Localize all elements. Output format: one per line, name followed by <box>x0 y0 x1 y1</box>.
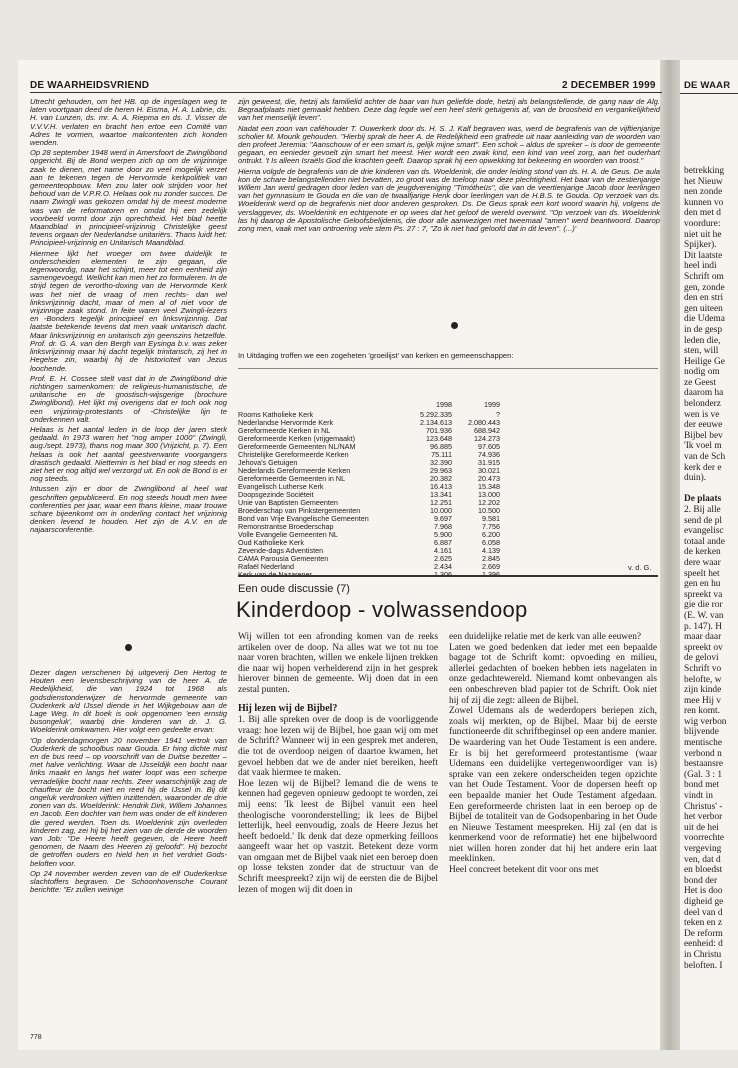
running-header-date: 2 DECEMBER 1999 <box>562 80 656 91</box>
next-page-line: De plaats <box>684 494 722 505</box>
next-page-line: spreekt va <box>684 589 723 600</box>
members-1998: 2.625 <box>434 554 452 563</box>
next-page-line: ven, dat d <box>684 854 721 865</box>
article-column-1 <box>238 632 438 1032</box>
members-1999: 7.756 <box>482 522 500 531</box>
church-name: Nederlands Gereformeerde Kerken <box>238 466 351 475</box>
article-paragraph: 1. Bij alle spreken over de doop is de voorliggende vraag: hoe lezen wij de Bijbel, hoe gaan wij om met de Schrift? Wanneer wij in een gesprek met anderen, die tot de overdoop neigen of daartoe kwamen, het gevoel hebben dat we de ander niet bereiken, heeft dat vaak hiermee te maken. <box>238 715 438 779</box>
church-name: Bond van Vrije Evangelische Gemeenten <box>238 514 369 523</box>
church-name: CAMA Parousia Gemeenten <box>238 554 329 563</box>
left-column-bottom <box>30 669 227 1029</box>
next-page-line: den en stri <box>684 293 724 304</box>
next-page-line <box>684 484 738 495</box>
church-name: Oud Katholieke Kerk <box>238 538 304 547</box>
next-page-line: betrekking <box>684 166 725 176</box>
members-1999: 4.139 <box>482 546 500 555</box>
members-1998: 32.390 <box>430 458 452 467</box>
next-page-line: zijn kinde <box>684 685 722 696</box>
next-page-line: blijvende <box>684 727 719 738</box>
next-page-text <box>684 166 738 971</box>
members-1999: 20.473 <box>478 474 500 483</box>
next-page-line: (E. W. van <box>684 610 724 621</box>
table-intro-text: In Uitdaging troffen we een zogeheten 'groeilijst' van kerken en gemeenschappen: <box>238 351 514 360</box>
article-intro: Wij willen tot een afronding komen van de reeks artikelen over de doop. Na alles wat we tot nu toe naar voren brachten, willen we enkele lijnen trekken die naar wij hopen verhelderend zijn in het gesprek hierover binnen de gemeente. Wij doen dat in een zestal punten. <box>238 632 438 695</box>
next-page-line: bond der <box>684 875 718 886</box>
next-page-line: bestaansre <box>684 759 724 770</box>
next-page-line: mee Hij v <box>684 695 721 706</box>
next-page-header: DE WAAR <box>684 80 731 91</box>
next-page-line: beloften. I <box>684 960 723 971</box>
next-page-line: het Nieuw <box>684 176 723 187</box>
members-1998: 701.936 <box>426 426 452 435</box>
signature: v. d. G. <box>628 563 652 572</box>
article-heading: Hij lezen wij de Bijbel? <box>238 702 338 714</box>
members-1998: 75.111 <box>431 450 452 459</box>
members-1998: 96.885 <box>430 442 452 451</box>
members-1998: 4.161 <box>434 546 452 555</box>
church-name: Doopsgezinde Sociëteit <box>238 490 314 499</box>
page-right <box>680 60 738 1050</box>
next-page-line: deel van d <box>684 907 723 918</box>
members-1999: 10.500 <box>478 506 500 515</box>
right-paragraph: Nadat een zoon van caféhouder T. Ouwerkerk door ds. H. S. J. Kalf begraven was, werd de begrafenis van de vijftienjarige scholier M. Mourik gehouden. "Hierbij sprak de heer A. de Redelijkheid een grafrede uit naar aanleiding van de woorden van den profeet Jeremia: "Aanschouw of er een smart is, gelijk mijne smart". Een schok – aldus de spreker – is door de gemeente gegaan, en eenieder gevoelt zijn smart het meest. Hier wordt een zwak kind, een kind van veel zorg, aan het ouderhart ontrukt. 't Is alleen Israëls God die krachten geeft. Daarop sprak hij een opwekking tot bekeering en woorden van troost." <box>238 123 660 166</box>
members-1999: 124.273 <box>474 434 500 443</box>
members-1999: 6.200 <box>482 530 500 539</box>
next-page-line: Schrift vo <box>684 663 722 674</box>
left-column-top <box>30 98 227 658</box>
church-name: Evangelisch Lutherse Kerk <box>238 482 324 491</box>
next-page-line: dere waar <box>684 557 721 568</box>
next-page-line: wen is ve <box>684 409 720 420</box>
next-page-line: het verbor <box>684 812 723 823</box>
members-1998: 2.134.613 <box>420 418 452 427</box>
church-name: Nederlandse Hervormde Kerk <box>238 418 334 427</box>
page-number: 778 <box>30 1034 42 1041</box>
next-page-line: voorrechte <box>684 833 725 844</box>
members-1999: 30.021 <box>478 466 500 475</box>
church-growth-table <box>238 401 500 579</box>
right-paragraph: Hierna volgde de begrafenis van de drie kinderen van ds. Woelderink, die onder leiding stond van ds. H. A. de Geus. De aula kon de schare belangstellenden niet bevatten, zo groot was de toeloop naar deze plechtigheid. Het baar van de zestienjarige Willem Jan werd gedragen door leden van de jeugdvereniging "Timótheüs", die van de veertienjarige Jacob door leerlingen van het gymnasium te Gouda en die van de twaalfjarige Henk door leerlingen van de H.B.S. te Gouda. Op verzoek van ds. Woelderink werd op de begrafenis niet door anderen gesproken. Ds. De Geus sprak een kort woord waarin hij, volgens de verslaggever, ds. Woelderink en echtgenote er op wees dat het geloof de wereld overwint. "Op verzoek van ds. Woelderink las hij daarop de Apostolische Geloofsbelijdenis, die door alle aanwezigen met tweemaal "amen" werd beantwoord. Daarop zong men, vaak met van ontroering vele stem Ps. 27 : 7, "Zo ik niet had geloofd dat in dit leven". (...)' <box>238 166 660 234</box>
members-1999: 688.942 <box>474 426 500 435</box>
left-paragraph: Hiermee lijkt het vroeger om twee duidelijk te onderscheiden elementen te zijn gegaan, die tegenwoordig, naar het schijnt, meer tot een eenheid zijn samengevoegd. Wellicht kan men het zo formuleren. In de strijd tegen de verortho-doxing van de Hervormde Kerk was het niet de vraag of men rechts- dan wel linksvrijzinnig dacht, maar of men al of niet voor de vrijzinnige zaak stond. In feite waren veel Zwingli-lezers en -Bonders tegelijk principieel en linksvrijzinnig. Dat laatste betekende tevens dat men vaak unitarisch dacht. Maar linksvrijzinnig en unitarisch zijn geenszins hetzelfde. Prof. dr. G. A. van den Bergh van Eysinga b.v. was zeker linksvrijzinnig maar hij dacht tegelijk trinitarisch, zij het in Hegelse zin, waarbij hij de historiciteit van Jezus loochende. <box>30 248 227 373</box>
next-page-line: gen en hu <box>684 579 721 590</box>
next-page-line: belofte, w <box>684 674 722 685</box>
next-page-line: Bijbel bev <box>684 430 723 441</box>
members-1999: 9.581 <box>482 514 500 523</box>
church-name: Rafaël Nederland <box>238 562 294 571</box>
church-name: Gereformeerde Kerken in NL <box>238 426 331 435</box>
next-page-line: Christus' - <box>684 801 723 812</box>
next-page-line: kerk der e <box>684 462 722 473</box>
members-1999: 31.915 <box>478 458 500 467</box>
members-1999: 2.080.443 <box>468 418 500 427</box>
next-page-line: ze Geest <box>684 377 717 388</box>
church-name: Christelijke Gereformeerde Kerken <box>238 450 349 459</box>
next-page-line: mentische <box>684 738 723 749</box>
church-name: Gereformeerde Gemeenten in NL <box>238 474 346 483</box>
next-page-line: in de gesp <box>684 324 723 335</box>
next-page-line: gen, zonde <box>684 282 725 293</box>
next-page-line: wig verbon <box>684 716 727 727</box>
members-1998: 16.413 <box>430 482 452 491</box>
next-page-line: van de Sch <box>684 452 726 463</box>
next-page-line: eenheid: d <box>684 939 723 950</box>
next-page-line: 2. Bij alle <box>684 505 721 515</box>
left-paragraph: Dezer dagen verschenen bij uitgeverij Den Hertog te Houten een levensbeschrijving van de heer A. de Redelijkheid, die van 1924 tot 1968 als godsdienstonderwijzer de hervormde gemeente van Ouderkerk a/d IJssel diende in het Wijkgebouw aan de Lage Weg. In dit boek is ook opgenomen 'een ernstig busongeluk', waarbij drie kinderen van dr. J. G. Woelderink omkwamen. Hier volgt een gedeelte ervan: <box>30 668 227 735</box>
next-page-line: maar daar <box>684 632 722 643</box>
members-1998: 12.251 <box>430 498 452 507</box>
members-1998: 29.963 <box>430 466 452 475</box>
right-paragraph: zijn geweest, die, hetzij als familielid achter de baar van hun geliefde dode, hetzij als belangstellende, de gang naar de Alg. Begraafplaats niet gemaakt hebben. Deze dag legde wel een heel sterk getuigenis af, van de broosheid en vergankelijkheid van het menselijk leven". <box>238 97 660 123</box>
next-page-line: bond met <box>684 780 720 791</box>
members-1999: 74.936 <box>478 450 500 459</box>
article-rule <box>238 575 658 577</box>
next-page-line: p. 147). H <box>684 621 723 632</box>
members-1999: 97.605 <box>478 442 500 451</box>
next-page-line: (Gal. 3 : 1 <box>684 769 723 780</box>
header-rule <box>30 92 662 93</box>
church-name: Jehova's Getuigen <box>238 458 298 467</box>
article-paragraph: Zowel Udemans als de wederdopers beriepen zich, zoals wij merkten, op de Bijbel. Maar bij de eerste functioneerde dit schriftbeginsel op een andere manier. De waardering van het Oude Testament is een andere. Er is bij het gereformeerd protestantisme (waar Udemans een duidelijke vertegenwoordiger van is) sprake van een zekere onderscheiden tegen opzichte van het Oude Testament. Voor de dopersen heeft op een bepaalde manier het Oude Testament afgedaan. Een gereformeerde christen laat in een beroep op de Bijbel de totaliteit van de Godsopenbaring in het Oude en Nieuwe Testament meespreken. Hij zal (en dat is kenmerkend voor de reformatie) het ene bijbelwoord niet willen horen zonder dat hij het andere erin laat meeklinken. <box>449 706 657 865</box>
members-1998: 20.382 <box>430 474 452 483</box>
next-page-line: gie die ror <box>684 600 723 611</box>
next-page-line: Heilige Ge <box>684 356 725 367</box>
table-header-1998: 1998 <box>436 400 452 409</box>
left-paragraph: Helaas is het aantal leden in de loop der jaren sterk gedaald. In 1973 waren het "nog amper 1000" (Zwingli, aug./sept. 1973), thans nog maar 300 (Vrijzicht, p. 7). Een helaas is ook het aantal geestverwante voorgangers drastisch gedaald. Niettemin is het blad er nog steeds en ziet het er nog altijd wel verzorgd uit. En ook de Bond is er nog steeds. <box>30 424 227 484</box>
next-page-line: den met d <box>684 208 721 219</box>
next-page-line: nen zonde <box>684 187 723 198</box>
next-page-line: digheid ge <box>684 896 724 907</box>
next-page-line: send de pl <box>684 515 723 526</box>
next-page-line: vergeving <box>684 844 722 854</box>
church-name: Broederschap van Pinkstergemeenten <box>238 506 361 515</box>
table-header-1999: 1999 <box>484 400 500 409</box>
article-paragraph: een duidelijke relatie met de kerk van alle eeuwen? <box>449 632 642 642</box>
next-page-line: heel indi <box>684 261 717 272</box>
next-page-line: Schrift om <box>684 271 724 282</box>
article-paragraph: Heel concreet betekent dit voor ons met <box>449 865 599 876</box>
next-page-line: Dit laatste <box>684 250 723 261</box>
separator-dot <box>125 644 132 651</box>
next-page-line: Spijker). <box>684 240 717 251</box>
separator-dot-right <box>451 322 458 329</box>
next-page-line: de kerken <box>684 547 721 558</box>
members-1998: 10.000 <box>430 506 452 515</box>
article-paragraph: Laten we goed bedenken dat ieder met een bepaalde bagage tot de Schrift komt: opvoeding en milieu, allerlei gedachten of boeken hebben iets nagelaten in onze gedachtewereld. Niemand komt onbevangen als een onbeschreven blad papier tot de Schrift. Ook niet hij of zij die zegt: alleen de Bijbel. <box>449 642 657 706</box>
members-1998: 2.434 <box>434 562 452 571</box>
members-1999: 6.058 <box>482 538 500 547</box>
next-page-line: 'Ik voel m <box>684 441 722 452</box>
members-1999: 12.202 <box>478 498 500 507</box>
next-page-line: die Udema <box>684 314 725 325</box>
members-1998: 123.648 <box>426 434 452 443</box>
next-page-line: speelt het <box>684 568 720 579</box>
members-1999: ? <box>496 410 500 419</box>
next-page-line: der eeuwe <box>684 420 723 431</box>
next-page-line: daarom ha <box>684 388 724 399</box>
church-name: Gereformeerde Gemeenten NL/NAM <box>238 442 356 451</box>
next-page-line: nodig om <box>684 367 720 378</box>
members-1999: 2.845 <box>482 554 500 563</box>
left-paragraph: 'Op donderdagmorgen 20 november 1941 vertrok van Ouderkerk de schoolbus naar Gouda. Er hing dichte mist en de bus reed – op voorschrift van de Duitse bezetter – met halve verlichting. Waar de IJsseldijk een bocht naar links maakt en langs het water loopt was een scherpe verradelijke bocht naar rechts. Zeer waarschijnlijk zag de chauffeur de bocht niet en reed hij de IJssel in. Bij dit ongeluk verdronken vijftien inzittenden, waaronder de drie zonen van ds. Woelderink: Hendrik Dirk, Willem Johannes en Jacob. Een dochter van hem was onder de elf kinderen die gered werden. Toen ds. Woelderink zijn overleden kinderen zag, zei hij bij het zien van de derde de woorden van Job: "De Heere heeft gegeven, de Heere heeft genomen, de Naam des Heeren zij geloofd". Hij bezocht de getroffen ouders en hield hen in het verdriet Gods-beloften voor. <box>30 735 227 868</box>
next-page-rule <box>680 93 738 94</box>
members-1998: 9.697 <box>434 514 452 523</box>
next-page-line: ren komt. <box>684 706 720 717</box>
next-page-line: Het is doo <box>684 886 723 897</box>
church-name: Gereformeerde Kerken (vrijgemaakt) <box>238 434 356 443</box>
page-gutter <box>660 60 680 1050</box>
article-column-2 <box>449 632 657 1032</box>
church-name: Remonstrantse Broederschap <box>238 522 334 531</box>
next-page-line: duin). <box>684 473 707 484</box>
next-page-line: teken en z <box>684 918 722 929</box>
left-paragraph: Prof. E. H. Cossee stelt vast dat in de Zwinglibond drie richtingen samenkomen: de religieus-humanistische, de unitarische en de gnostisch-wijsgerige (brochure Zwinglibond). Het lijkt mij overigens dat er toch ook nog een vrijzinnig-protestants of -Christelijke lijn te onderkennen valt. <box>30 373 227 424</box>
table-body <box>238 411 500 579</box>
church-name: Volle Evangelie Gemeenten NL <box>238 530 338 539</box>
next-page-line: evangelisc <box>684 526 724 537</box>
next-page-line: voordure: <box>684 218 721 229</box>
members-1998: 6.887 <box>434 538 452 547</box>
table-intro <box>238 352 660 360</box>
next-page-line: totaal ande <box>684 536 725 547</box>
next-page-line: leden die, <box>684 335 721 346</box>
members-1999: 15.348 <box>478 482 500 491</box>
left-paragraph: Intussen zijn er door de Zwinglibond al heel wat geschriften gepubliceerd. En nog steeds houdt men twee conferenties per jaar, waar een thans kleine, maar trouwe schare bijeenkomt om in onderling contact het vrijzinnig denken levend te houden. Het zijn de A.V. en de najaarsconferentie. <box>30 484 227 535</box>
members-1999: 2.669 <box>482 562 500 571</box>
next-page-line: verbond n <box>684 748 722 759</box>
left-paragraph: Op 28 september 1948 werd in Amersfoort de Zwinglibond opgericht. Bij de Bond werpen zich op om de vrijzinnige zaak te dienen, met name door zo veel mogelijk verzet aan te tekenen tegen de Hervormde kerkpolitiek van gemeenteopbouw. Men zou later ook strijden voor het behoud van de V.P.R.O. Helaas ook nu zonder succes. De naam Zwingli was gekozen omdat hij de meest moderne was van de reformatoren en omdat hij een zedelijk voorbeeld vormt door zijn oprechtheid. Het blad heette Maandblad in principieel-vrijzinnig Christelijke geest tevens orgaan der Nederlandse unitariërs. Thans luidt het: Principieel-vrijzinnig en Unitarisch Maandblad. <box>30 148 227 248</box>
next-page-line: de gelovi <box>684 653 719 664</box>
next-page-line: De reform <box>684 928 723 939</box>
next-page-line: gen uiteen <box>684 303 723 314</box>
next-page-line: en bloedst <box>684 865 723 876</box>
table-rule <box>238 368 658 369</box>
article-paragraph: Hoe lezen wij de Bijbel? Iemand die de wens te kennen had gegeven opnieuw gedoopt te worden, zei mij eens: 'Ik leest de Bijbel vanuit een heel theologische vooronderstelling; ik lees de Bijbel letterlijk, heel eenvoudig, zoals de Heere Jezus het heeft bedoeld.' Ik denk dat deze opmerking feilloos aangeeft waar het op vastzit. Betekent deze vorm van omgaan met de Bijbel vaak niet een beroep doen op losse teksten zonder dat de structuur van de Schrift meespreekt? zijn wij de eersten die de Bijbel lezen of mogen wij dit doen in <box>238 778 438 895</box>
left-paragraph: Utrecht gehouden, om het HB. op de ingeslagen weg te laten voortgaan deed de heren H. Eisma, H. A. Labrie, ds. H. van Lunzen, ds. mr. A. A. Riepma en ds. J. Visser de V.V.V.H. verlaten en bracht hen ertoe een Comité van Adres te vormen, waartoe malcontenten zich konden wenden. <box>30 97 227 148</box>
next-page-line: vindt in <box>684 791 713 802</box>
next-page-line: kunnen vo <box>684 197 724 208</box>
members-1999: 13.000 <box>478 490 500 499</box>
next-page-line: niet uit he <box>684 229 722 240</box>
running-header-title: DE WAARHEIDSVRIEND <box>30 80 150 91</box>
next-page-line: sten, will <box>684 346 719 357</box>
members-1998: 13.341 <box>430 490 452 499</box>
next-page-line: in Christu <box>684 949 722 960</box>
article-title: Kinderdoop - volwassendoop <box>236 597 528 622</box>
members-1998: 7.968 <box>434 522 452 531</box>
members-1998: 5.900 <box>434 530 452 539</box>
right-column-top <box>238 98 660 348</box>
left-paragraph: Op 24 november werden zeven van de elf Ouderkerkse slachtoffers begraven. De Schoonhovensche Courant berichtte: "Er zullen weinige <box>30 868 227 895</box>
church-name: Unie van Baptisten Gemeenten <box>238 498 338 507</box>
next-page-line: belonderz <box>684 399 721 410</box>
church-name: Zevende-dags Adventisten <box>238 546 324 555</box>
next-page-line: uit de hei <box>684 822 719 833</box>
article-series: Een oude discussie (7) <box>238 583 350 595</box>
church-name: Rooms Katholieke Kerk <box>238 410 314 419</box>
next-page-line: spreekt ov <box>684 642 723 653</box>
members-1998: 5.292.335 <box>420 410 452 419</box>
